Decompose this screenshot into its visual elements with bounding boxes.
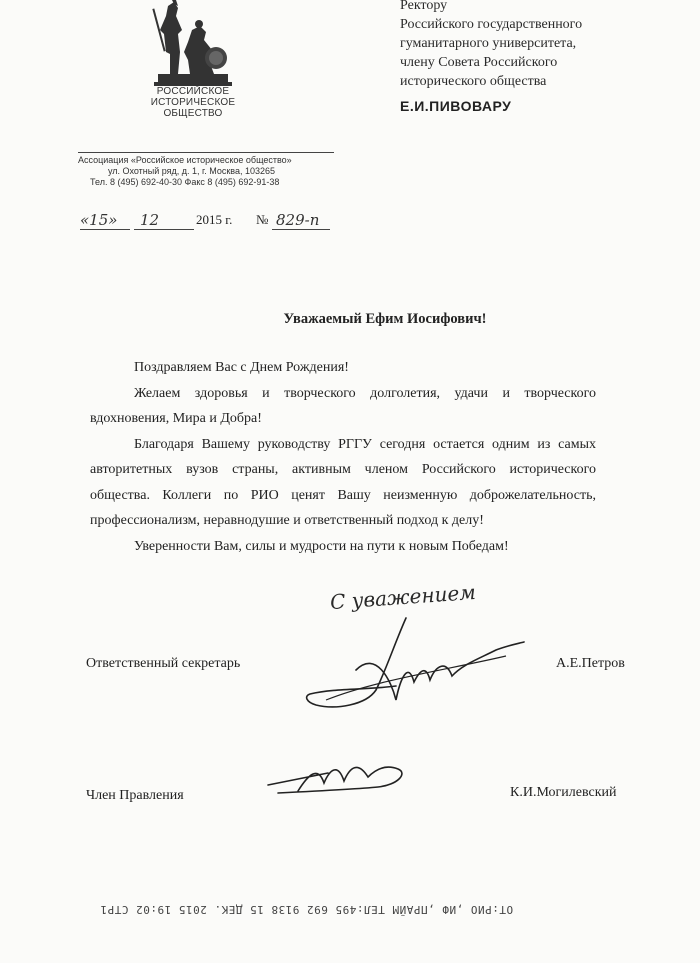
date-day: «15»	[80, 211, 118, 229]
body-paragraph: Поздравляем Вас с Днем Рождения!	[134, 360, 349, 375]
org-address-line: ул. Охотный ряд, д. 1, г. Москва, 103265	[108, 166, 275, 176]
monument-logo-icon	[148, 0, 238, 88]
signature-petrov-icon	[296, 610, 526, 720]
org-phone-line: Тел. 8 (495) 692-40-30 Факс 8 (495) 692-91-38	[90, 177, 280, 187]
org-contact-block	[78, 155, 292, 188]
society-name	[138, 86, 248, 119]
signatory-name: К.И.Могилевский	[510, 785, 617, 800]
handwritten-closing: С уважением	[329, 579, 477, 615]
org-name-line: Ассоциация «Российское историческое общество»	[78, 155, 292, 165]
society-name-line: ОБЩЕСТВО	[163, 108, 223, 119]
body-paragraph: Уверенности Вам, силы и мудрости на пути к новым Победам!	[134, 538, 509, 554]
fax-header: ОТ:РИО ,ИФ ,ПРАЙМ ТЕЛ:495 692 9138 15 ДЕК. 2015 19:02 СТР1	[100, 903, 514, 916]
date-year: 2015 г.	[196, 212, 233, 227]
recipient-line: члену Совета Российского	[400, 55, 558, 70]
recipient-line: Ректору	[400, 0, 448, 13]
recipient-line: гуманитарного университета,	[400, 36, 577, 51]
recipient-line: Российского государственного	[400, 17, 583, 32]
signatory-title: Ответственный секретарь	[86, 656, 241, 671]
signature-mogilevsky-icon	[258, 755, 418, 805]
letter-body	[90, 355, 596, 559]
number-underline	[272, 229, 330, 230]
outgoing-number: 829-п	[276, 211, 320, 229]
recipient-block	[400, 0, 582, 91]
recipient-line: исторического общества	[400, 74, 547, 89]
date-month-underline	[134, 229, 194, 230]
letterhead-divider	[78, 152, 334, 153]
signatory-name: А.Е.Петров	[556, 656, 625, 671]
recipient-name: Е.И.ПИВОВАРУ	[400, 98, 512, 114]
body-paragraph: Благодаря Вашему руководству РГГУ сегодня остается одним из самых авторитетных вузов страны, активным членом Российского исторического общества. Коллеги по РИО ценят Вашу неизменную доброжелательность, профессионализм, неравнодушие и ответственный подход к делу!	[90, 436, 596, 528]
society-name-line: ИСТОРИЧЕСКОЕ	[150, 97, 236, 108]
signatory-title: Член Правления	[86, 788, 184, 803]
body-paragraph: Желаем здоровья и творческого долголетия, удачи и творческого вдохновения, Мира и Добра!	[90, 385, 596, 426]
society-name-line: РОССИЙСКОЕ	[156, 86, 230, 97]
date-month: 12	[140, 211, 160, 229]
greeting: Уважаемый Ефим Иосифович!	[283, 311, 487, 327]
date-day-underline	[80, 229, 130, 230]
number-sign: №	[256, 212, 269, 227]
